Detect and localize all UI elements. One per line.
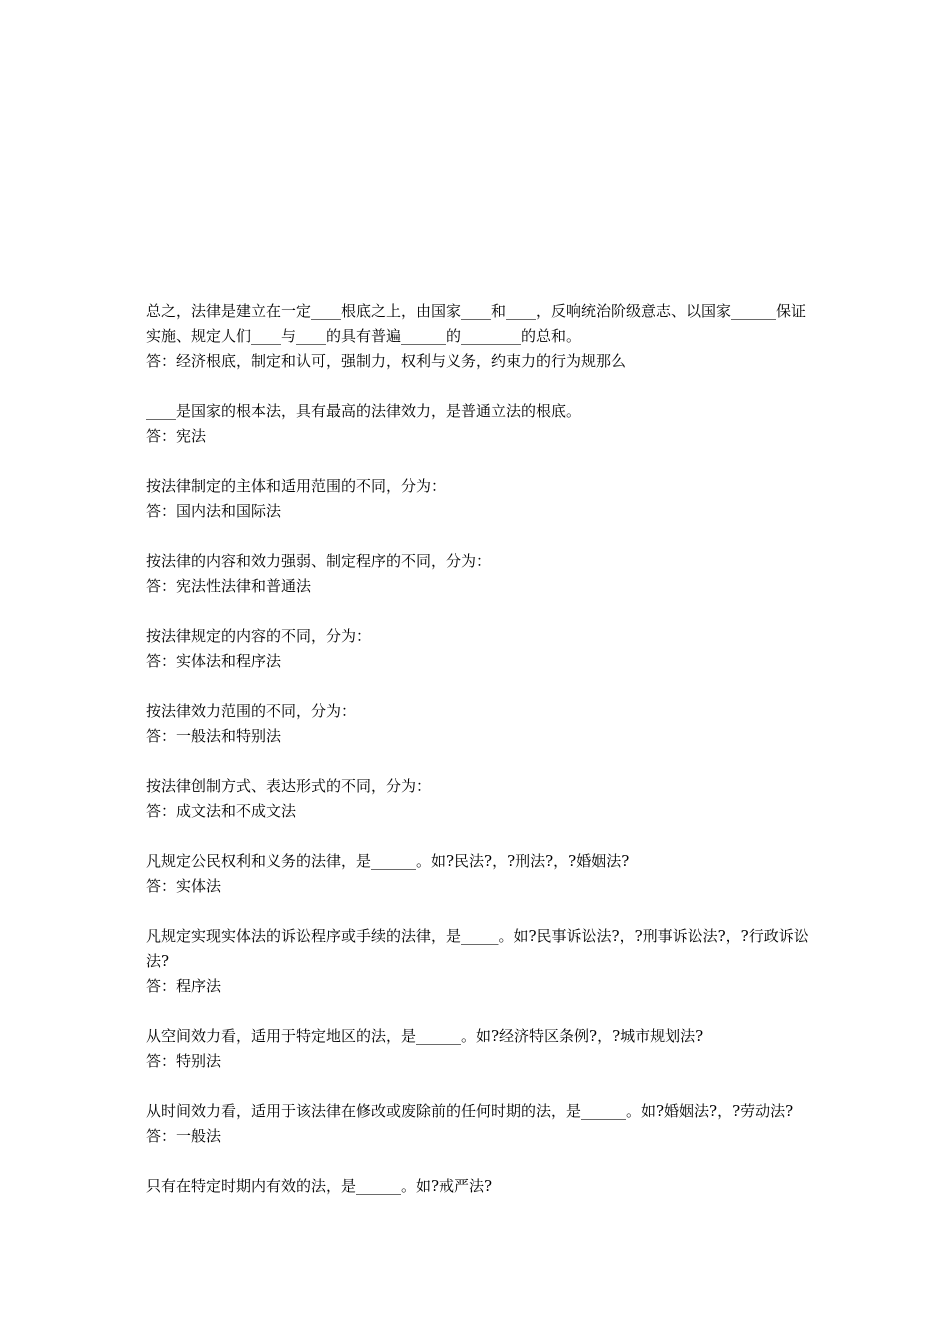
question-text: 凡规定实现实体法的诉讼程序或手续的法律，是_____。如?民事诉讼法?，?刑事诉讼法?，?行政诉讼法? [146, 927, 809, 970]
question-text: 按法律制定的主体和适用范围的不同，分为： [146, 477, 447, 495]
question-text: 按法律创制方式、表达形式的不同，分为： [146, 777, 432, 795]
question-text: 按法律规定的内容的不同，分为： [146, 627, 372, 645]
question-text: 凡规定公民权利和义务的法律，是______。如?民法?，?刑法?，?婚姻法? [146, 852, 630, 870]
qa-item [146, 549, 812, 599]
answer-text: 答：一般法 [146, 1127, 222, 1145]
answer-text: 答：程序法 [146, 977, 222, 995]
answer-text: 答：国内法和国际法 [146, 502, 282, 520]
answer-text: 答：宪法 [146, 427, 207, 445]
answer-text: 答：特别法 [146, 1052, 222, 1070]
qa-item [146, 699, 812, 749]
answer-text: 答：宪法性法律和普通法 [146, 577, 312, 595]
question-text: 按法律效力范围的不同，分为： [146, 702, 357, 720]
question-text: 从空间效力看，适用于特定地区的法，是______。如?经济特区条例?，?城市规划法? [146, 1027, 704, 1045]
qa-item [146, 1099, 812, 1149]
answer-text: 答：成文法和不成文法 [146, 802, 297, 820]
question-text: 按法律的内容和效力强弱、制定程序的不同，分为： [146, 552, 492, 570]
document-body [146, 299, 812, 1224]
qa-item [146, 299, 812, 374]
question-text: 总之，法律是建立在一定____根底之上，由国家____和____，反响统治阶级意志、以国家______保证实施、规定人们____与____的具有普遍______的________的总和。 [146, 302, 807, 345]
qa-item [146, 399, 812, 449]
qa-item [146, 624, 812, 674]
qa-item [146, 474, 812, 524]
qa-item [146, 774, 812, 824]
question-text: 只有在特定时期内有效的法，是______。如?戒严法? [146, 1177, 493, 1195]
answer-text: 答：经济根底，制定和认可，强制力，权利与义务，约束力的行为规那么 [146, 352, 627, 370]
qa-item [146, 849, 812, 899]
question-text: 从时间效力看，适用于该法律在修改或废除前的任何时期的法，是______。如?婚姻法?，?劳动法? [146, 1102, 794, 1120]
question-text: ____是国家的根本法，具有最高的法律效力，是普通立法的根底。 [146, 402, 582, 420]
qa-item [146, 1024, 812, 1074]
answer-text: 答：实体法 [146, 877, 222, 895]
answer-text: 答：实体法和程序法 [146, 652, 282, 670]
qa-item [146, 924, 812, 999]
qa-item [146, 1174, 812, 1199]
answer-text: 答：一般法和特别法 [146, 727, 282, 745]
